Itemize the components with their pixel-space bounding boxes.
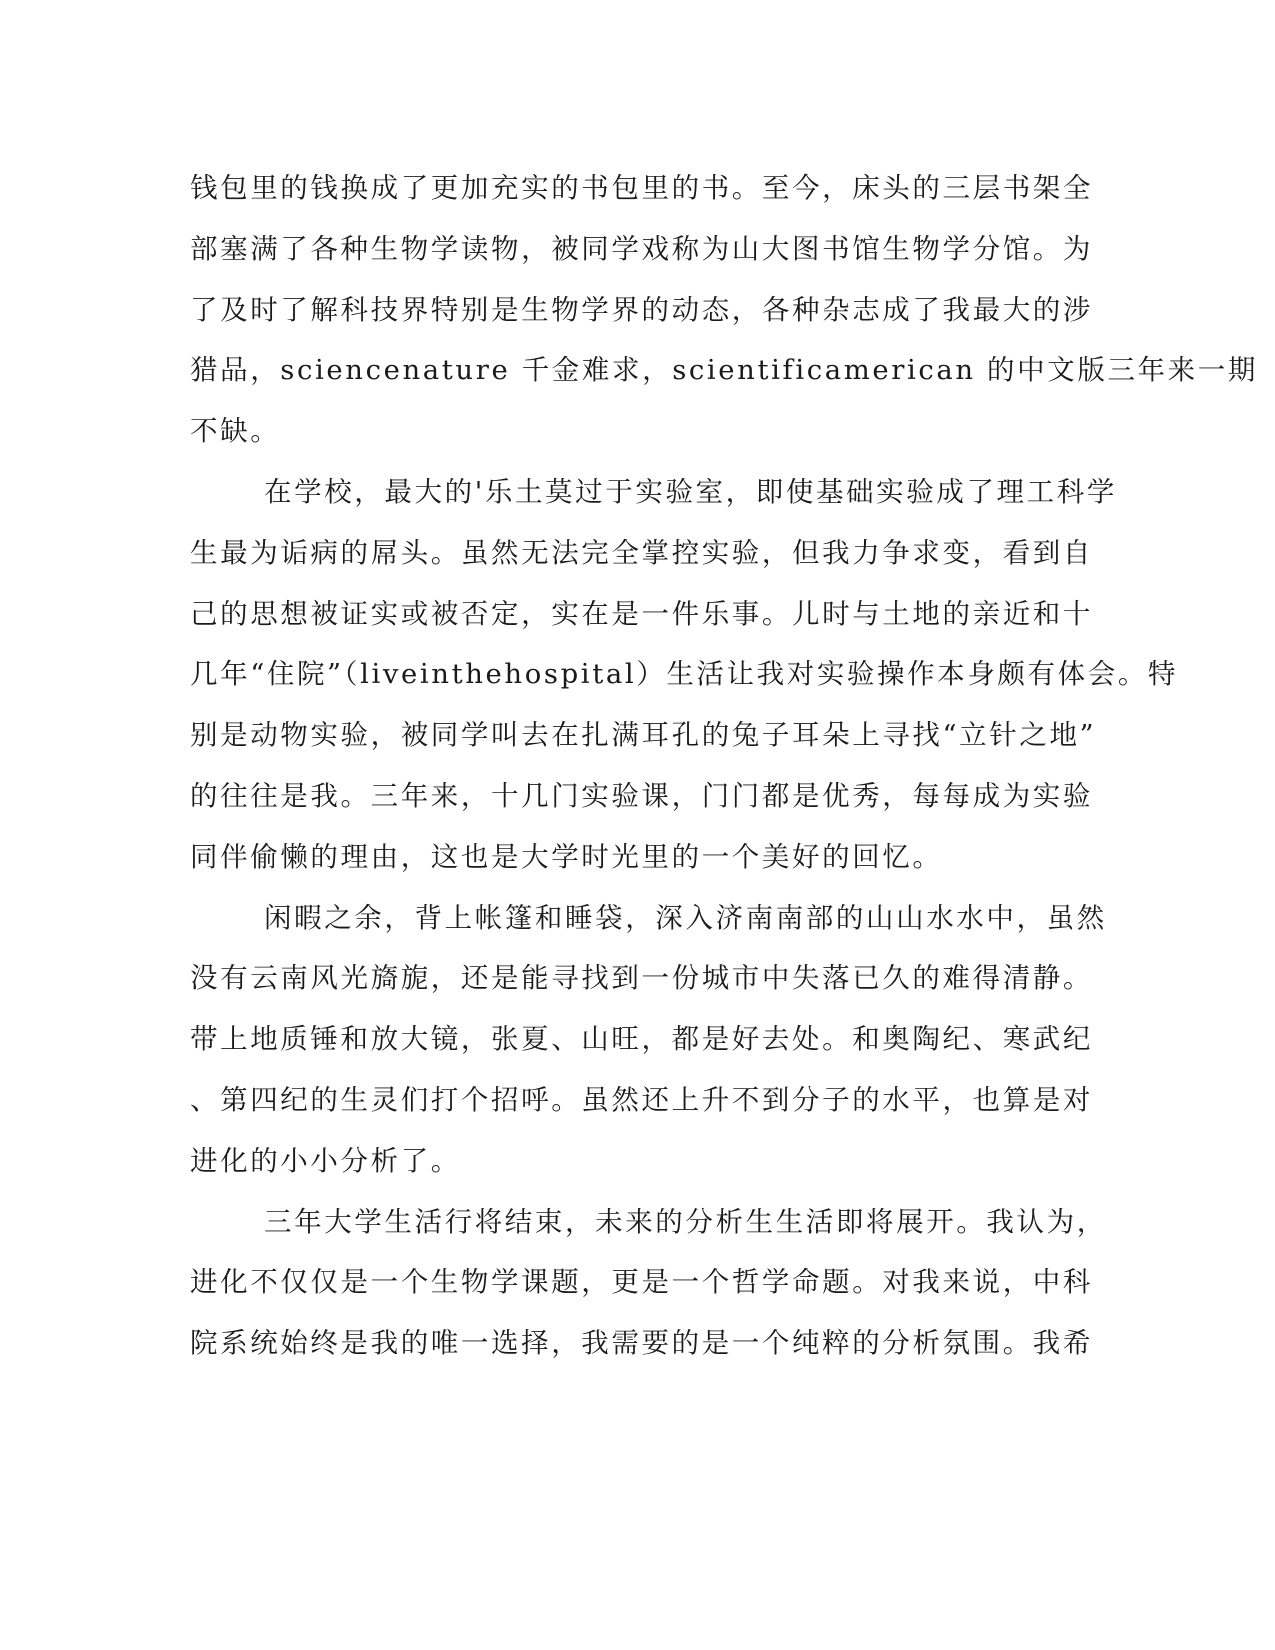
- text-line: 不缺。: [190, 415, 281, 448]
- text-line: 生最为诟病的屌头。虽然无法完全掌控实验，但我力争求变，看到自: [190, 536, 1093, 569]
- text-line: 在学校，最大的'乐土莫过于实验室，即使基础实验成了理工科学: [264, 475, 1117, 508]
- text-line: 院系统始终是我的唯一选择，我需要的是一个纯粹的分析氛围。我希: [190, 1327, 1093, 1360]
- paragraph-4: [190, 1192, 1107, 1374]
- text-line: 同伴偷懒的理由，这也是大学时光里的一个美好的回忆。: [190, 840, 943, 873]
- text-line: 钱包里的钱换成了更加充实的书包里的书。至今，床头的三层书架全: [190, 172, 1093, 204]
- text-line: 进化不仅仅是一个生物学课题，更是一个哲学命题。对我来说，中科: [190, 1266, 1093, 1299]
- text-line: 三年大学生活行将结束，未来的分析生生活即将展开。我认为，: [264, 1205, 1107, 1238]
- paragraph-3: [190, 888, 1107, 1192]
- text-line: 的往往是我。三年来，十几门实验课，门门都是优秀，每每成为实验: [190, 779, 1093, 812]
- paragraph-1: [190, 158, 1258, 462]
- text-line: 了及时了解科技界特别是生物学界的动态，各种杂志成了我最大的涉: [190, 293, 1093, 326]
- paragraph-2: [190, 462, 1179, 888]
- text-line: 带上地质锤和放大镜，张夏、山旺，都是好去处。和奥陶纪、寒武纪: [190, 1023, 1093, 1056]
- text-line: 进化的小小分析了。: [190, 1144, 461, 1177]
- text-line: 猎品，sciencenature 千金难求，scientificamerican 的中文版三年来一期: [190, 354, 1258, 387]
- body-text: [190, 158, 1258, 1374]
- text-line: 己的思想被证实或被否定，实在是一件乐事。儿时与土地的亲近和十: [190, 597, 1093, 630]
- text-line: 部塞满了各种生物学读物，被同学戏称为山大图书馆生物学分馆。为: [190, 232, 1093, 265]
- text-line: 、第四纪的生灵们打个招呼。虽然还上升不到分子的水平，也算是对: [190, 1083, 1093, 1116]
- text-line: 没有云南风光旖旎，还是能寻找到一份城市中失落已久的难得清静。: [190, 962, 1093, 995]
- text-line: 闲暇之余，背上帐篷和睡袋，深入济南南部的山山水水中，虽然: [264, 901, 1107, 934]
- text-line: 几年“住院”（liveinthehospital）生活让我对实验操作本身颇有体会。特: [190, 658, 1179, 691]
- text-line: 别是动物实验，被同学叫去在扎满耳孔的兔子耳朵上寻找“立针之地”: [190, 719, 1097, 752]
